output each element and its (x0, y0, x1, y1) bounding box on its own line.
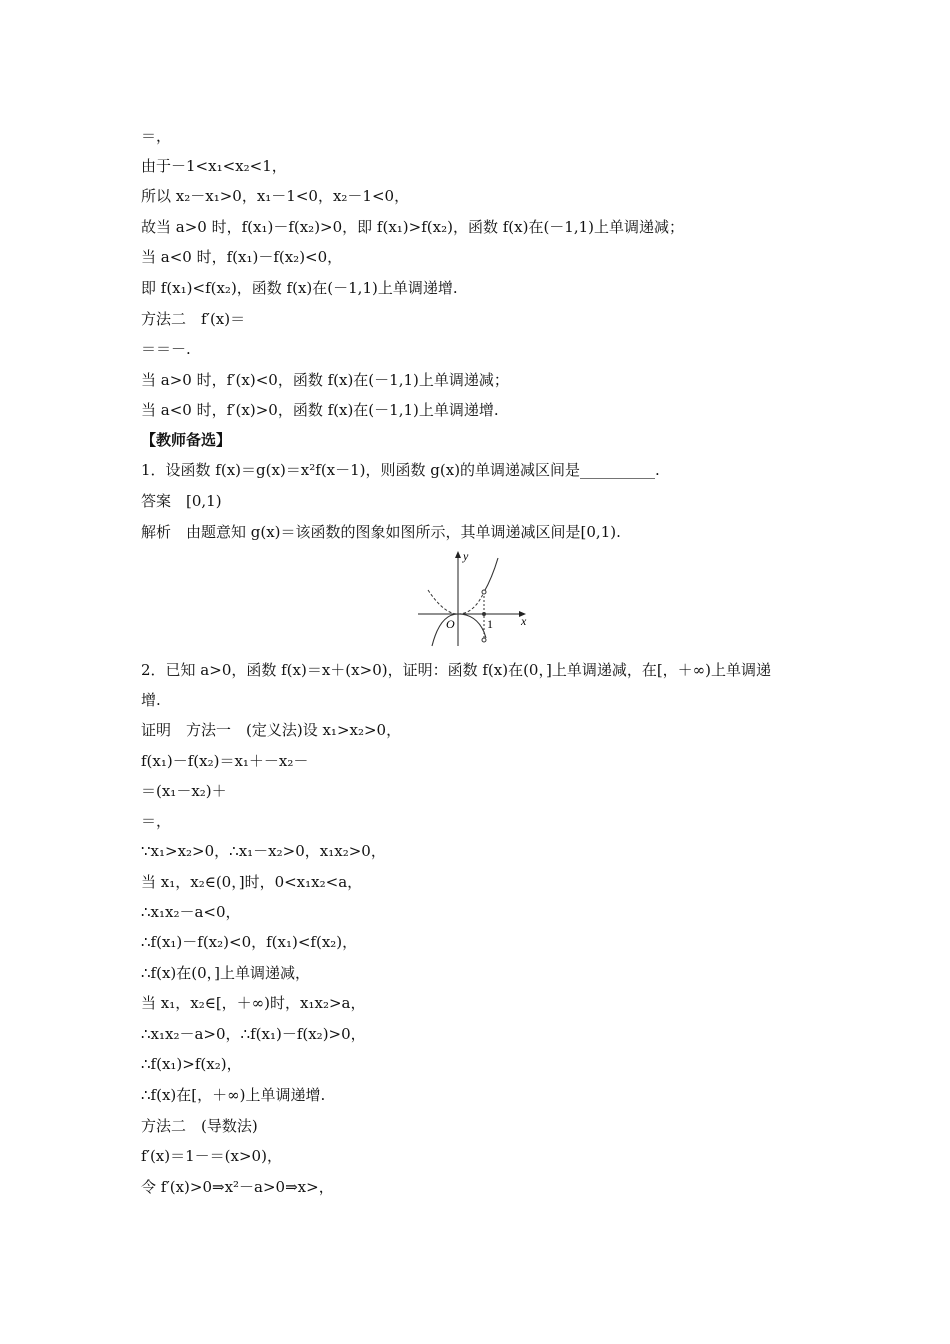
text-line: 当 a<0 时，f′(x)>0，函数 f(x)在(－1,1)上单调递增. (141, 401, 499, 419)
text-line: 当 a>0 时，f′(x)<0，函数 f(x)在(－1,1)上单调递减； (141, 371, 509, 389)
text-line: ∴f(x₁)>f(x₂)， (141, 1055, 242, 1073)
text-line: 所以 x₂－x₁>0，x₁－1<0，x₂－1<0， (141, 187, 410, 205)
text-line: ∴f(x)在[，＋∞)上单调递增. (141, 1086, 326, 1104)
text-line: f′(x)＝1－＝(x>0)， (141, 1147, 282, 1165)
method-two-derivative-heading: 方法二 (导数法) (141, 1117, 258, 1135)
question-2: 2．已知 a>0，函数 f(x)＝x＋(x>0)，证明：函数 f(x)在(0，]上单调递减，在[，＋∞)上单调递 (141, 661, 772, 679)
text-line: 即 f(x₁)<f(x₂)，函数 f(x)在(－1,1)上单调递增. (141, 279, 458, 297)
tick-label-one: 1 (487, 617, 493, 631)
text-line: 由于－1<x₁<x₂<1， (141, 157, 287, 175)
text-line: ∴x₁x₂－a<0， (141, 903, 241, 921)
text-line: ＝， (141, 812, 172, 830)
text-line: 当 x₁，x₂∈[，＋∞)时，x₁x₂>a， (141, 994, 366, 1012)
text-line: 当 a<0 时，f(x₁)－f(x₂)<0， (141, 248, 343, 266)
proof-heading: 证明 方法一 (定义法)设 x₁>x₂>0， (141, 721, 402, 739)
text-line: ∴x₁x₂－a>0，∴f(x₁)－f(x₂)>0， (141, 1025, 366, 1043)
origin-label: O (446, 617, 455, 631)
text-line: 令 f′(x)>0⇒x²－a>0⇒x>， (141, 1178, 334, 1196)
x-axis-label: x (521, 614, 527, 628)
text-line: ∴f(x₁)－f(x₂)<0，f(x₁)<f(x₂)， (141, 933, 358, 951)
text-line: f(x₁)－f(x₂)＝x₁＋－x₂－ (141, 752, 309, 770)
function-graph (414, 548, 534, 648)
analysis-line: 解析 由题意知 g(x)＝该函数的图象如图所示，其单调递减区间是[0,1). (141, 523, 621, 541)
teacher-selection-heading: 【教师备选】 (141, 431, 232, 449)
text-line: 故当 a>0 时，f(x₁)－f(x₂)>0，即 f(x₁)>f(x₂)，函数 f(x)在(－1,1)上单调递减； (141, 218, 684, 236)
text-line: 当 x₁，x₂∈(0，]时，0<x₁x₂<a， (141, 873, 363, 891)
text-line: ∵x₁>x₂>0，∴x₁－x₂>0，x₁x₂>0， (141, 842, 386, 860)
answer-line: 答案 [0,1) (141, 492, 222, 510)
text-line: ∴f(x)在(0，]上单调递减， (141, 964, 311, 982)
text-line: ＝， (141, 127, 172, 145)
text-line: ＝＝－. (141, 340, 191, 358)
text-line: 增. (141, 691, 161, 709)
method-two-heading: 方法二 f′(x)＝ (141, 310, 246, 328)
text-line: ＝(x₁－x₂)＋ (141, 782, 227, 800)
question-1: 1．设函数 f(x)＝g(x)＝x²f(x－1)，则函数 g(x)的单调递减区间是__________. (141, 461, 660, 479)
y-axis-label: y (463, 549, 469, 563)
